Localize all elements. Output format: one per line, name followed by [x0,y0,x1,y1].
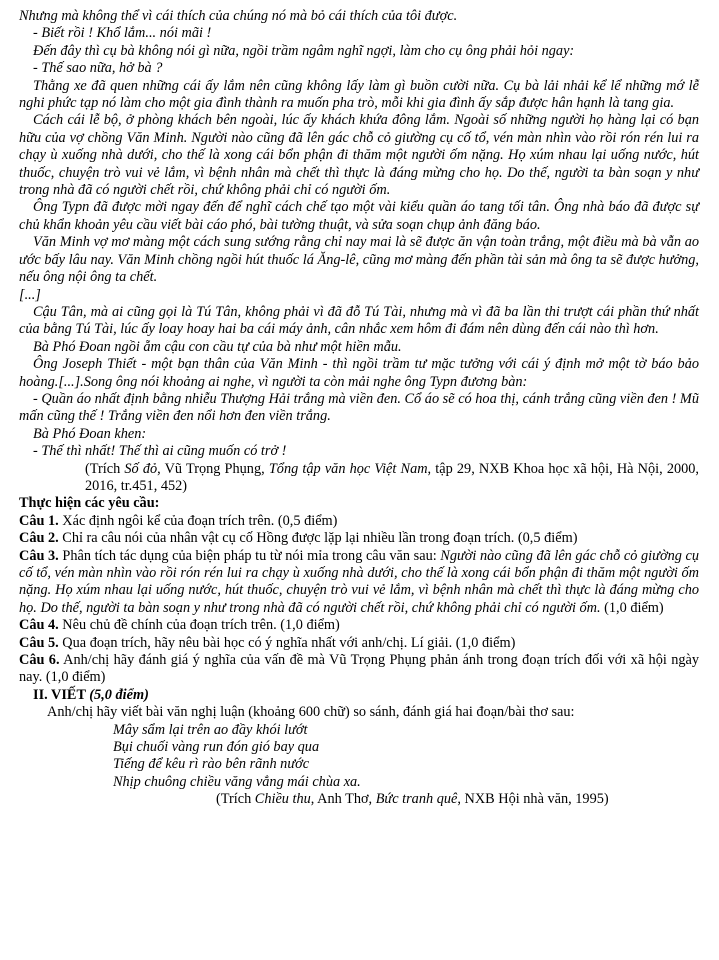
passage-paragraph: - Quần áo nhất định bằng nhiễu Thượng Hải trắng mà viền đen. Cổ áo sẽ có hoa thị, cánh trắng cũng viền đen ! Mũ mấn cũng thế ! Trắng viền đen nổi hơn đen viền trắng. [19,390,699,425]
passage-ellipsis: [...] [19,286,41,303]
passage-paragraph: Bà Phó Đoan khen: [33,425,147,442]
poem-source [216,791,699,808]
writing-prompt: Anh/chị hãy viết bài văn nghị luận (khoảng 600 chữ) so sánh, đánh giá hai đoạn/bài thơ sau: [47,704,575,721]
poem-line: Nhịp chuông chiều văng vẳng mái chùa xa. [113,773,361,790]
passage-paragraph: Bà Phó Đoan ngồi ẵm cậu con cầu tự của bà như một hiền mẫu. [33,338,402,355]
passage-line: Đến đây thì cụ bà không nói gì nữa, ngồi trầm ngâm nghĩ ngợi, làm cho cụ ông phải hỏi ngay: [33,42,575,59]
question-label: Câu 1. [19,512,59,529]
poem-source-rest: , NXB Hội nhà văn, 1995) [457,791,609,808]
question-label: Câu 5. [19,634,59,651]
passage-paragraph: Văn Minh vợ mơ màng một cách sung sướng rằng chỉ nay mai là sẽ được ăn vận toàn trắng, một điều mà bà vẫn ao ước bấy lâu nay. Văn Minh chồng ngồi hút thuốc lá Ăng-lê, cũng mơ màng đến phần tài sản mà ông ta sẽ được hưởng, nếu ông nội ông ta chết. [19,234,699,286]
question-3 [19,548,699,618]
passage-line: - Thế sao nữa, hở bà ? [33,60,163,77]
question-2 [19,530,699,547]
poem-source-book: Bức tranh quê [375,791,458,808]
passage-paragraph: Thằng xe đã quen những cái ấy lắm nên cũng không lấy làm gì buồn cười nữa. Cụ bà lải nhải kể lể những mớ lễ nghi phức tạp nó làm cho một gia đình thành ra muốn pha trò, mỗi khi gia đình ấy sắp được hân hạnh là tang gia. [19,77,699,112]
passage-source [19,461,699,496]
section-2-heading [33,687,699,704]
poem-line: Bụi chuối vàng run đón gió bay qua [113,739,320,756]
passage-paragraph: - Thế thì nhất! Thế thì ai cũng muốn có trở ! [33,443,287,460]
question-text: Anh/chị hãy đánh giá ý nghĩa của vấn đề mà Vũ Trọng Phụng phản ánh trong đoạn trích đối với xã hội ngày nay. (1,0 điểm) [19,652,699,686]
passage-paragraph: Ông Joseph Thiết - một bạn thân của Văn Minh - thì ngồi trầm tư mặc tưởng với cái ý định mở một tờ báo bảo hoàng.[...].Song ông nói khoảng ai nghe, vì người ta còn mải nghe ông Typn đương bàn: [19,356,699,390]
question-1 [19,513,699,530]
question-label: Câu 6. [19,652,60,669]
passage-line: Nhưng mà không thể vì cái thích của chúng nó mà bỏ cái thích của tôi được. [19,8,458,24]
source-prefix: (Trích [85,460,125,477]
source-rest: , tập 29, NXB Khoa học xã hội, Hà Nội, 2000, 2016, tr.451, 452) [85,460,699,494]
source-author: , Vũ Trọng Phụng, [157,460,269,477]
poem-source-author: , Anh Thơ, [310,791,376,808]
question-6 [19,652,699,687]
poem-line: Tiếng để kêu rì rào bên rãnh nước [113,756,310,773]
document-page [19,8,699,809]
question-score: (1,0 điểm) [600,599,664,616]
question-text: Chỉ ra câu nói của nhân vật cụ cố Hồng được lặp lại nhiều lần trong đoạn trích. (0,5 điểm) [58,530,578,547]
poem-source-prefix: (Trích [216,791,255,808]
question-label: Câu 2. [19,530,59,547]
source-collection: Tổng tập văn học Việt Nam [268,460,428,477]
question-4 [19,617,699,634]
poem-line: Mây sẩm lại trên ao đầy khói lướt [113,721,308,738]
question-label: Câu 4. [19,617,59,634]
question-text: Xác định ngôi kể của đoạn trích trên. (0,5 điểm) [58,512,338,529]
question-text: Phân tích tác dụng của biện pháp tu từ nói mỉa trong câu văn sau: [58,547,441,564]
question-quote: Người nào cũng đã lên gác chỗ cỏ giường cụ cố tổ, vén màn nhìn vào rồi rón rén lui ra chạy ù xuống nhà dưới, cho thế là xong cái bổn phận đi thăm một người ốm nặng. Họ xúm nhau lại uống nước, hút thuốc, chuyện trò vui vẻ lắm, vì bệnh nhân mà chết thì thực là đáng mừng cho họ. Do thế, người ta bàn soạn y như trong nhà đã có người chết rồi, chứ không phải chỉ có người ốm. [19,547,699,616]
source-work: Số đỏ [124,460,158,477]
poem-source-title: Chiều thu [254,791,311,808]
passage-paragraph: Ông Typn đã được mời ngay đến để nghĩ cách chế tạo một vài kiểu quần áo tang tối tân. Ông nhà báo đã được sự chủ khẩn khoản yêu cầu viết bài cáo phó, bài tường thuật, và sửa soạn chụp ảnh đăng báo. [19,199,699,233]
tasks-heading: Thực hiện các yêu cầu: [19,495,160,512]
question-text: Nêu chủ đề chính của đoạn trích trên. (1,0 điểm) [58,617,340,634]
passage-paragraph: Cậu Tân, mà ai cũng gọi là Tú Tân, không phải vì đã đỗ Tú Tài, nhưng mà vì đã ba lần thi trượt cái phần thứ nhất của bằng Tú Tài, lúc ấy loay hoay hai ba cái máy ảnh, cân nhắc xem hôm đi đám nên dùng đến cái nào thì hơn. [19,303,699,338]
section-2-title: II. VIẾT [33,686,90,703]
passage-paragraph: Cách cái lễ bộ, ở phòng khách bên ngoài, lúc ấy khách khứa đông lắm. Ngoài số những người họ hàng lại có bạn hữu của vợ chồng Văn Minh. Người nào cũng đã lên gác chỗ cỏ giường cụ cố tổ, vén màn nhìn vào rồi rón rén lui ra chạy ù xuống nhà dưới, cho thế là xong cái bổn phận đi thăm một người ốm nặng. Họ xúm nhau lại uống nước, hút thuốc, chuyện trò vui vẻ lắm, vì bệnh nhân mà chết thì thực là đáng mừng cho họ. Do thế, người ta bàn soạn y như trong nhà đã có người chết rồi, chứ không phải chỉ có người ốm. [19,112,699,199]
question-label: Câu 3. [19,547,59,564]
question-text: Qua đoạn trích, hãy nêu bài học có ý nghĩa nhất với anh/chị. Lí giải. (1,0 điểm) [58,634,516,651]
question-5 [19,635,699,652]
section-2-score: (5,0 điểm) [89,686,149,703]
passage-line: - Biết rồi ! Khổ lắm... nói mãi ! [33,25,212,42]
